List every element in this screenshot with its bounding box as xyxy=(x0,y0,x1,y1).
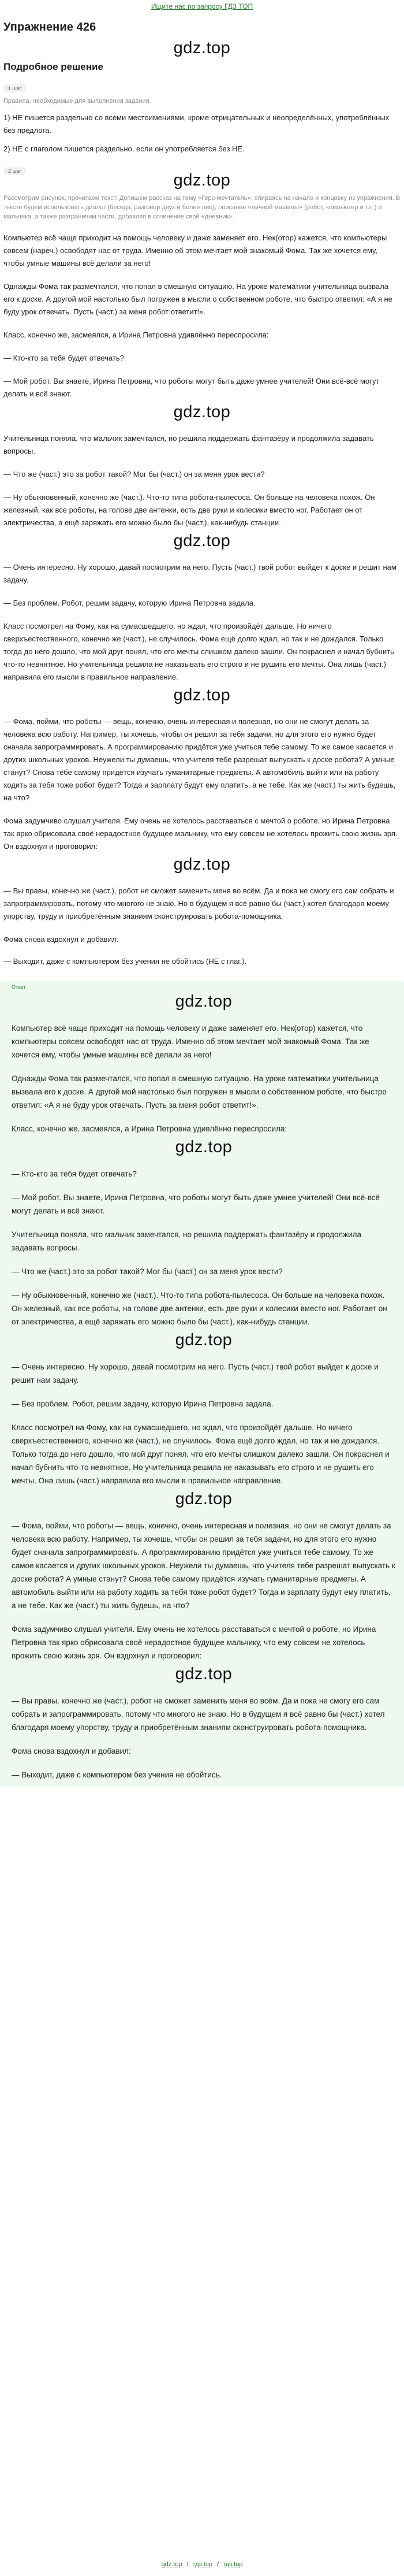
page-title: Упражнение 426 xyxy=(3,21,96,34)
watermark: gdz.top xyxy=(173,403,231,421)
paragraph: — Без проблем. Робот, решим задачу, которую Ирина Петровна задала. xyxy=(3,599,256,607)
answer-label: Ответ xyxy=(12,984,26,990)
paragraph: — Вы правы, конечно же (част.), робот не сможет заменить меня во всём. Да и пока не смогу его сам собрать и запрограммировать, потому что многого не знаю. Но в будущем я всё равно бы (част.) хотел благодаря моему упорству, труду и приобретённым знаниям сконструировать робота-помощника. xyxy=(3,886,394,920)
step1-hint: Правила, необходимые для выполнения задания. xyxy=(3,98,151,105)
paragraph: Фома задумчиво слушал учителя. Ему очень не хотелось расставаться с мечтой о роботе, но Ирина Петровна так ярко обрисовала своё нерадостное будущее мальчику, что ему совсем не хотелось прожить свою жизнь зря. Он вздохнул и проговорил: xyxy=(3,816,398,851)
step2-hint: Рассмотрим рисунок, прочитаем текст. Допишем рассказ на тему «Герс-мечтатель», опираясь на начало и концовку из упражнения. В тексте будем использовать диалог (беседа, разговор двух и более лиц), описание «личной машины» (робот, компьютер и т.п.) и мальчика, а также разграничим части, добавляя в сочинение свой «дневник». xyxy=(3,195,401,220)
top-search-link[interactable]: Ищите нас по запросу ГДЗ ТОП xyxy=(151,2,253,10)
watermark: gdz.top xyxy=(175,1331,233,1349)
rule-2: 2) НЕ с глаголом пишется раздельно, если он употребляется без НЕ. xyxy=(3,144,245,153)
watermark: gdz.top xyxy=(173,686,231,704)
paragraph: — Фома, пойми, что роботы — вещь, конечно, очень интересная и полезная, но они не смогут делать за человека всю работу. Например, ты хочешь, чтобы он решил за тебя задачи, но для этого его нужно будет сначала запрограммировать. А программированию придётся уже учиться тебе самому. То же самое касается и других школьных уроков. Неужели ты думаешь, что учителя тебе разрешат выпускать к доске робота? А умные станут? Снова тебе самому придётся изучать гуманитарные предметы. А автомобиль выйти или на работу ходить за тебя тоже робот будет? Тогда и зарплату будут ему платить, а не тебе. Как же (част.) ты жить будешь, на что? xyxy=(3,717,396,802)
watermark: gdz.top xyxy=(175,992,233,1011)
answer-paragraph: — Вы правы, конечно же (част.), робот не сможет заменить меня во всём. Да и пока не смогу его сам собрать и запрограммировать, потому что многого не знаю. Но в будущем я всё равно бы (част.) хотел благодаря моему упорству, труду и приобретённым знаниям сконструировать робота-помощника. xyxy=(12,1697,385,1732)
answer-paragraph: — Мой робот. Вы знаете, Ирина Петровна, что роботы могут быть даже умнее учителей! Они всё-всё могут делать и всё знают. xyxy=(12,1193,380,1215)
answer-paragraph: Класс посмотрел на Фому, как на сумасшедшего, но ждал, что произойдёт дальше. Но ничего сверхъестественного, конечно же (част.), не случилось. Фома ещё долго ждал, но так и не дождался. Только тогда до него дошло, что мой друг понял, что его мечты слишком далеко зашли. Он покраснел и начал бубнить что-то невнятное. Но учительница решила не наказывать его строго и не рушить его мечты. Она лишь (част.) направила его мысли в правильное направление. xyxy=(12,1423,390,1485)
answer-paragraph: — Без проблем. Робот, решим задачу, которую Ирина Петровна задала. xyxy=(12,1400,274,1408)
footer-link[interactable]: gdz.top xyxy=(161,2561,182,2568)
paragraph: Учительница поняла, что мальчик замечтался, но решила поддержать фантазёру и продолжила задавать вопросы. xyxy=(3,434,374,455)
watermark: gdz.top xyxy=(173,171,231,190)
watermark-row xyxy=(0,39,404,58)
watermark: gdz.top xyxy=(175,1138,233,1156)
rule-1: 1) НЕ пишется раздельно со всеми местоимениями, кроме отрицательных и неопределённых, употреблённых без предлога. xyxy=(3,113,390,135)
watermark: gdz.top xyxy=(173,532,231,550)
answer-paragraph: Класс, конечно же, засмеялся, а Ирина Петровна удивлённо переспросила: xyxy=(12,1124,287,1133)
footer-separator: / xyxy=(217,2561,219,2568)
paragraph: — Мой робот. Вы знаете, Ирина Петровна, что роботы могут быть даже умнее учителей! Они всё-всё могут делать и всё знают. xyxy=(3,377,380,398)
answer-paragraph: — Кто-кто за тебя будет отвечать? xyxy=(12,1170,137,1178)
footer-link[interactable]: гдз top xyxy=(223,2561,243,2568)
answer-paragraph: — Очень интересно. Ну хорошо, давай посмотрим на него. Пусть (част.) твой робот выйдет к доске и решит нам задачу. xyxy=(12,1363,379,1384)
answer-paragraph: Фома задумчиво слушал учителя. Ему очень не хотелось расставаться с мечтой о роботе, но Ирина Петровна так ярко обрисовала своё нерадостное будущее мальчику, что ему совсем не хотелось прожить свою жизнь зря. Он вздохнул и проговорил: xyxy=(12,1625,376,1660)
answer-paragraph: — Ну обыкновенный, конечно же (част.). Что-то типа робота-пылесоса. Он больше на человека похож. Он железный, как все роботы, на голове две антенки, есть две руки и колесики вместо ног. Работает он от электричества, а ещё заряжать его можно было бы (част.), как-нибудь станции. xyxy=(12,1291,387,1326)
paragraph: — Ну обыкновенный, конечно же (част.). Что-то типа робота-пылесоса. Он больше на человека похож. Он железный, как все роботы, на голове две антенки, есть две руки и колесики вместо ног. Работает он от электричества, а ещё заряжать его можно было бы (част.), как-нибудь станции. xyxy=(3,493,375,527)
paragraph: — Выходит, даже с компьютером без учения не обойтись (НЕ с глаг.). xyxy=(3,957,247,966)
answer-paragraph: Учительница поняла, что мальчик замечтался, но решила поддержать фантазёру и продолжила задавать вопросы. xyxy=(12,1230,362,1252)
answer-paragraph: Фома снова вздохнул и добавил: xyxy=(12,1747,131,1755)
paragraph: — Что же (част.) это за робот такой? Мог бы (част.) он за меня урок вести? xyxy=(3,470,265,478)
solution-text xyxy=(0,232,404,968)
step1-badge: 1 шаг xyxy=(3,84,26,92)
paragraph: — Кто-кто за тебя будет отвечать? xyxy=(3,354,124,362)
footer-link[interactable]: гдз.top xyxy=(193,2561,213,2568)
paragraph: Компьютер всё чаще приходит на помощь человеку и даже заменяет его. Нек(отор) кажется, что компьютеры совсем (нареч.) освободят нас от труда. Именно об этом мечтает мой знакомый Фома. Так же хочется ему, чтобы умные машины всё делали за него! xyxy=(3,233,387,268)
answer-block xyxy=(0,981,404,1787)
paragraph: Класс посмотрел на Фому, как на сумасшедшего, но ждал, что произойдёт дальше. Но ничего сверхъестественного, конечно же (част.), не случилось. Фома ещё долго ждал, но так и не дождался. Только тогда до него дошло, что мой друг понял, что его мечты слишком далеко зашли. Он покраснел и начал бубнить что-то невнятное. Но учительница решила не наказывать его строго и не рушить его мечты. Она лишь (част.) направила его мысли в правильное направление. xyxy=(3,622,394,681)
footer-links xyxy=(0,2561,404,2568)
watermark: gdz.top xyxy=(173,855,231,874)
paragraph: Фома снова вздохнул и добавил: xyxy=(3,935,119,944)
watermark: gdz.top xyxy=(173,39,231,57)
answer-paragraph: — Что же (част.) это за робот такой? Мог бы (част.) он за меня урок вести? xyxy=(12,1267,283,1276)
top-banner xyxy=(0,0,404,13)
watermark: gdz.top xyxy=(175,1665,233,1683)
paragraph: Однажды Фома так размечтался, что попал в смешную ситуацию. На уроке математики учительница вызвала его к доске. А другой мой настолько был погружен в мысли о собственном роботе, что быстро ответил: «А я не буду урок отвечать. Пусть (част.) за меня робот ответит!». xyxy=(3,282,392,316)
watermark: gdz.top xyxy=(175,1490,233,1508)
solution-title: Подробное решение xyxy=(3,61,103,72)
answer-paragraph: — Фома, пойми, что роботы — вещь, конечно, очень интересная и полезная, но они не смогут делать за человека всю работу. Например, ты хочешь, чтобы он решил за тебя задачи, но для этого его нужно будет сначала запрограммировать. А программированию придётся уже учиться тебе самому. То же самое касается и других школьных уроков. Неужели ты думаешь, что учителя тебе разрешат выпускать к доске робота? А умные станут? Снова тебе самому придётся изучать гуманитарные предметы. А автомобиль выйти или на работу ходить за тебя тоже робот будет? Тогда и зарплату будут ему платить, а не тебе. Как же (част.) ты жить будешь, на что? xyxy=(12,1521,395,1610)
answer-paragraph: Компьютер всё чаще приходит на помощь человеку и даже заменяет его. Нек(отор) кажется, что компьютеры совсем освободят нас от труда. Именно об этом мечтает мой знакомый Фома. Так же хочется ему, чтобы умные машины всё делали за него! xyxy=(12,1024,369,1059)
footer-separator: / xyxy=(186,2561,189,2568)
answer-paragraph: — Выходит, даже с компьютером без учения не обойтись. xyxy=(12,1770,222,1779)
paragraph: Класс, конечно же, засмеялся, а Ирина Петровна удивлённо переспросила: xyxy=(3,331,269,339)
paragraph: — Очень интересно. Ну хорошо, давай посмотрим на него. Пусть (част.) твой робот выйдет к доске и решит нам задачу. xyxy=(3,563,396,584)
answer-paragraph: Однажды Фома так размечтался, что попал в смешную ситуацию. На уроке математики учительница вызвала его к доске. А другой мой настолько был погружен в мысли о собственном роботе, что быстро ответил: «А я не буду урок отвечать. Пусть за меня робот ответит!». xyxy=(12,1074,387,1109)
step2-badge: 2 шаг xyxy=(3,167,26,175)
watermark-row xyxy=(0,171,404,190)
